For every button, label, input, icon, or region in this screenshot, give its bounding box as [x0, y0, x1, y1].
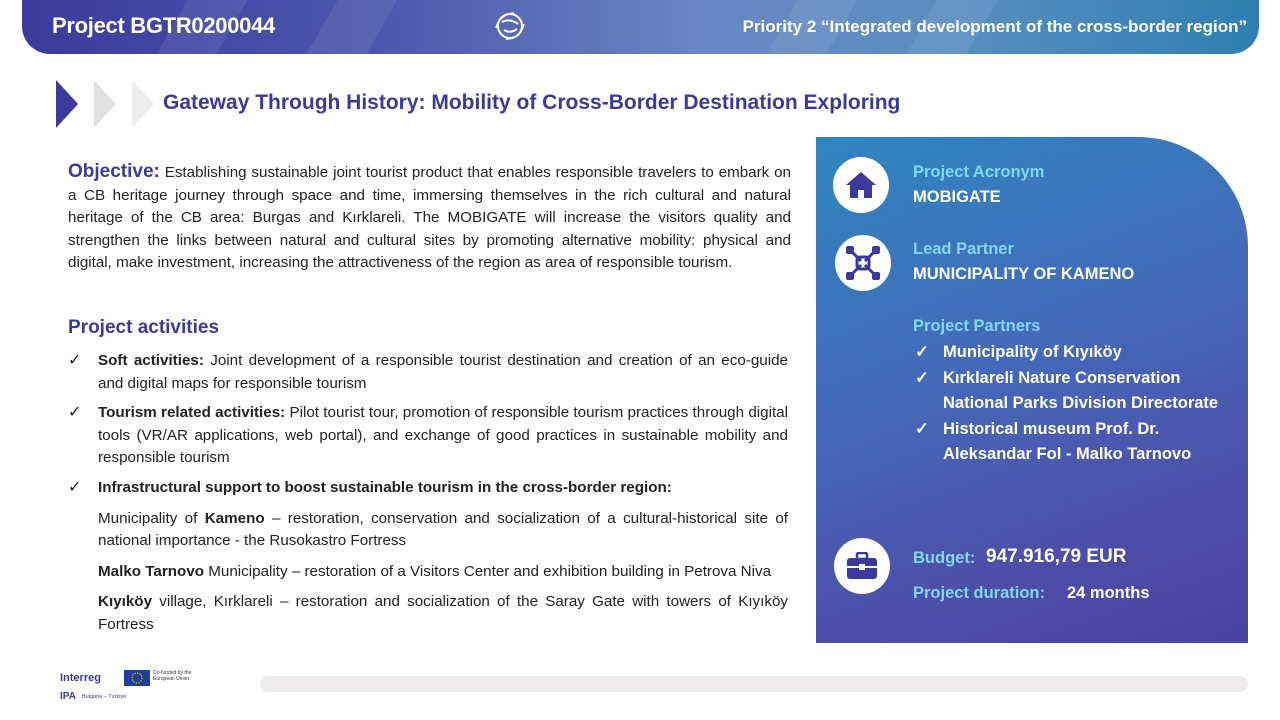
partner-name: Historical museum Prof. Dr. Aleksandar Fol - Malko Tarnovo	[943, 419, 1192, 463]
checkmark-icon: ✓	[68, 478, 82, 496]
lead-partner-value: MUNICIPALITY OF KAMENO	[913, 265, 1135, 283]
activity-text: Joint development of a responsible tourist destination and creation of an eco-guide and digital maps for responsible tourism	[98, 352, 788, 392]
chevron-right-icon	[94, 80, 116, 128]
lead-partner-label: Lead Partner	[913, 240, 1014, 258]
footer-bar	[260, 676, 1248, 692]
budget-value: 947.916,79 EUR	[986, 546, 1127, 567]
sub-item-bold: Kıyıköy	[98, 593, 153, 611]
objective-paragraph	[68, 161, 791, 275]
duration-value: 24 months	[1067, 584, 1150, 602]
acronym-label: Project Acronym	[913, 163, 1045, 181]
priority-text: Priority 2 “Integrated development of the cross-border region”	[742, 17, 1247, 36]
budget-label: Budget:	[913, 549, 976, 567]
chevron-right-icon	[56, 80, 78, 128]
header-banner	[22, 0, 1259, 54]
objective-label: Objective:	[68, 161, 160, 182]
page-title: Gateway Through History: Mobility of Cross-Border Destination Exploring	[163, 91, 901, 114]
activity-item	[68, 402, 788, 470]
activity-label: Infrastructural support to boost sustainable tourism in the cross-border region:	[98, 478, 672, 496]
activity-label: Tourism related activities:	[98, 404, 286, 422]
activities-title: Project activities	[68, 317, 220, 338]
checkmark-icon: ✓	[915, 419, 929, 438]
partners-list	[913, 340, 1233, 468]
home-icon-circle	[833, 157, 889, 213]
partner-item	[913, 340, 1233, 366]
infrastructure-item	[68, 508, 788, 553]
partners-label: Project Partners	[913, 317, 1041, 335]
infrastructure-item	[68, 561, 788, 584]
partner-name: Municipality of Kıyıköy	[943, 343, 1122, 361]
project-code: Project BGTR0200044	[52, 13, 275, 38]
sub-item-bold: Malko Tarnovo	[98, 562, 205, 580]
checkmark-icon: ✓	[915, 368, 929, 387]
checkmark-icon: ✓	[68, 404, 82, 422]
sub-item-text: – restoration, conservation and socialization of a cultural-historical site of national importance - the Rusokastro Fortress	[98, 509, 789, 550]
sub-item-text: village, Kırklareli – restoration and socialization of the Saray Gate with towers of Kıyıköy Fortress	[98, 593, 788, 633]
briefcase-icon-circle	[834, 538, 890, 594]
acronym-value: MOBIGATE	[913, 188, 1001, 206]
checkmark-icon: ✓	[915, 343, 929, 361]
program-text: Bulgaria – Türkiye	[82, 694, 127, 700]
activity-text: Pilot tourist tour, promotion of responsible tourism practices through digital tools (VR/AR applications, web portal), and exchange of good practices in sustainable mobility and responsible tourism	[98, 404, 788, 467]
activity-item	[68, 350, 788, 395]
partner-item	[913, 366, 1233, 417]
briefcase-icon	[846, 552, 878, 580]
sub-item-bold: Kameno	[204, 509, 265, 527]
activities-list	[68, 350, 788, 645]
infrastructure-item	[68, 591, 788, 636]
eu-flag-icon	[124, 670, 150, 686]
objective-text: Establishing sustainable joint tourist product that enables responsible travelers to embark on a CB heritage journey through space and time, immersing themselves in the rich cultural and natural heritage of the CB area: Burgas and Kırklareli. The MOBIGATE will increase the visitors quality and strengthen the links between natural and cultural sites by promoting alternative mobility: physical and digital, make investment, increasing the attractiveness of the region as area of responsible tourism.	[68, 164, 791, 272]
sub-item-text: Municipality – restoration of a Visitors Center and exhibition building in Petrova Niva	[204, 562, 772, 580]
partner-name: Kırklareli Nature Conservation National Parks Division Directorate	[943, 368, 1219, 412]
partner-item	[913, 417, 1233, 468]
duration-label: Project duration:	[913, 584, 1046, 602]
handshake-icon	[843, 243, 883, 283]
interreg-logo	[60, 666, 220, 706]
sub-item-prefix: Municipality of	[98, 509, 205, 527]
cofunded-text: Co-funded by the European Union	[153, 670, 192, 682]
activity-label: Soft activities:	[98, 352, 204, 369]
globe-logo-icon	[492, 8, 528, 44]
chevron-right-icon	[132, 80, 154, 128]
interreg-wordmark: Interreg	[60, 672, 101, 684]
activity-item	[68, 477, 788, 500]
partnership-icon-circle	[835, 235, 891, 291]
ipa-wordmark: IPA	[60, 691, 76, 702]
home-icon	[845, 171, 877, 199]
checkmark-icon: ✓	[68, 352, 82, 369]
banner-stripe	[306, 0, 397, 54]
